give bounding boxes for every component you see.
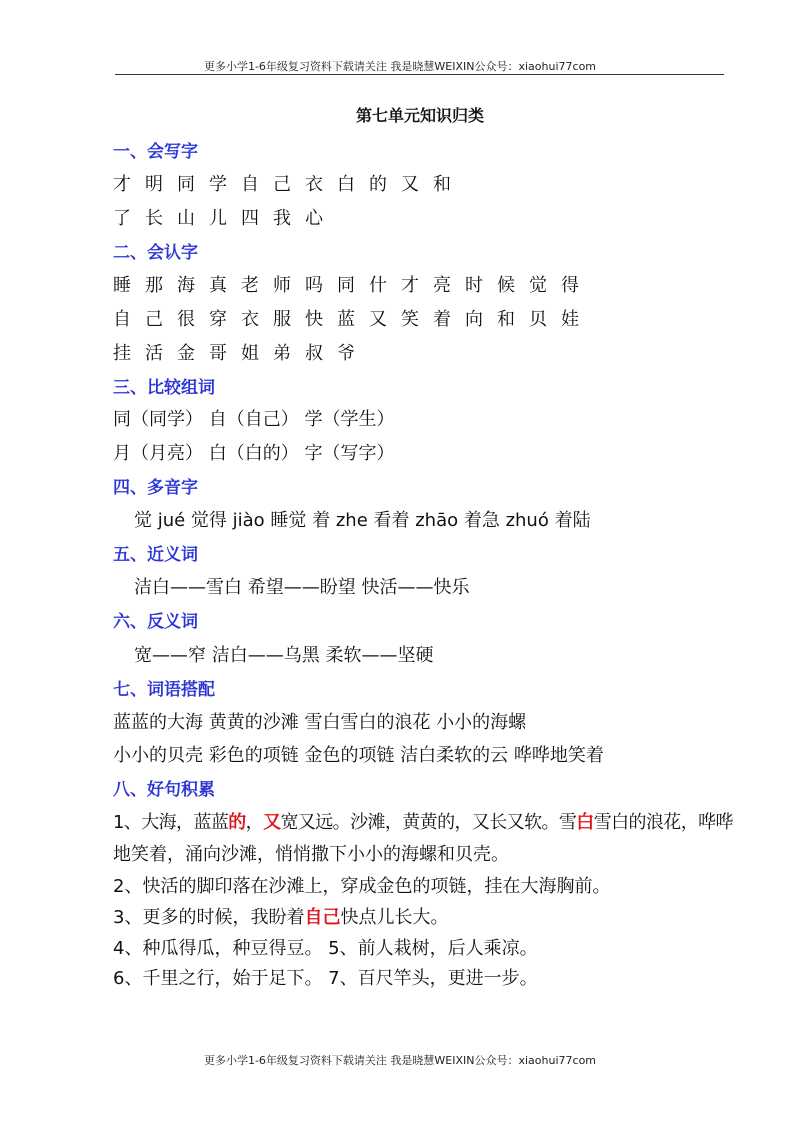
- compare-line-2: 月（月亮） 白（白的） 字（写字）: [113, 443, 395, 464]
- section-heading-collocations: 七、词语搭配: [113, 680, 215, 700]
- sentence-1-line-1: [113, 808, 733, 834]
- section-heading-sentences: 八、好句积累: [113, 780, 215, 800]
- synonyms-line: 洁白——雪白 希望——盼望 快活——快乐: [134, 577, 470, 598]
- collocations-line-2: 小小的贝壳 彩色的项链 金色的项链 洁白柔软的云 哗哗地笑着: [113, 745, 604, 766]
- sentence-text: 雪白的浪花，哗哗: [593, 812, 733, 833]
- collocations-line-1: 蓝蓝的大海 黄黄的沙滩 雪白雪白的浪花 小小的海螺: [113, 712, 527, 733]
- sentence-text: 宽又远。沙滩，黄黄的，又长又软。雪: [280, 812, 577, 833]
- sentences-6-7: 6、千里之行，始于足下。 7、百尺竿头，更进一步。: [113, 968, 538, 989]
- section-heading-recognize: 二、会认字: [113, 243, 198, 263]
- sentence-3: [113, 903, 448, 929]
- page-header: 更多小学1-6年级复习资料下载请关注 我是晓慧WEIXIN公众号：xiaohui77com: [203, 60, 597, 73]
- sentence-text: ，: [245, 812, 264, 833]
- compare-line-1: 同（同学） 自（自己） 学（学生）: [113, 409, 395, 430]
- section-heading-synonyms: 五、近义词: [113, 545, 198, 565]
- highlight-text: 自己: [304, 907, 341, 928]
- recognize-chars-line-1: 睡那海真老师吗同什才亮时候觉得: [113, 275, 593, 296]
- write-chars-line-2: 了长山儿四我心: [113, 208, 337, 229]
- sentence-text: 3、更多的时候，我盼着: [113, 907, 305, 928]
- sentences-4-5: 4、种瓜得瓜，种豆得豆。 5、前人栽树，后人乘凉。: [113, 938, 538, 959]
- highlight-text: 又: [263, 812, 281, 833]
- highlight-text: 白: [576, 812, 594, 833]
- recognize-chars-line-2: 自己很穿衣服快蓝又笑着向和贝娃: [113, 309, 593, 330]
- sentence-text: 快点儿长大。: [340, 907, 449, 928]
- page-title: 第七单元知识归类: [355, 106, 484, 125]
- sentence-text: 1、大海，蓝蓝: [113, 812, 229, 833]
- recognize-chars-line-3: 挂活金哥姐弟叔爷: [113, 343, 369, 364]
- section-heading-polyphone: 四、多音字: [113, 478, 198, 498]
- header-rule: [115, 74, 724, 75]
- section-heading-compare: 三、比较组词: [113, 378, 215, 398]
- antonyms-line: 宽——窄 洁白——乌黑 柔软——坚硬: [134, 645, 434, 666]
- section-heading-write: 一、会写字: [113, 142, 198, 162]
- highlight-text: 的: [228, 812, 246, 833]
- section-heading-antonyms: 六、反义词: [113, 612, 198, 632]
- polyphone-line: 觉 jué 觉得 jiào 睡觉 着 zhe 看着 zhāo 着急 zhuó 着陆: [134, 510, 591, 531]
- sentence-1-line-2: 地笑着，涌向沙滩，悄悄撒下小小的海螺和贝壳。: [113, 844, 509, 865]
- write-chars-line-1: 才明同学自己衣白的又和: [113, 174, 465, 195]
- page-footer: 更多小学1-6年级复习资料下载请关注 我是晓慧WEIXIN公众号：xiaohui77com: [203, 1054, 597, 1067]
- sentence-2: 2、快活的脚印落在沙滩上，穿成金色的项链，挂在大海胸前。: [113, 876, 611, 897]
